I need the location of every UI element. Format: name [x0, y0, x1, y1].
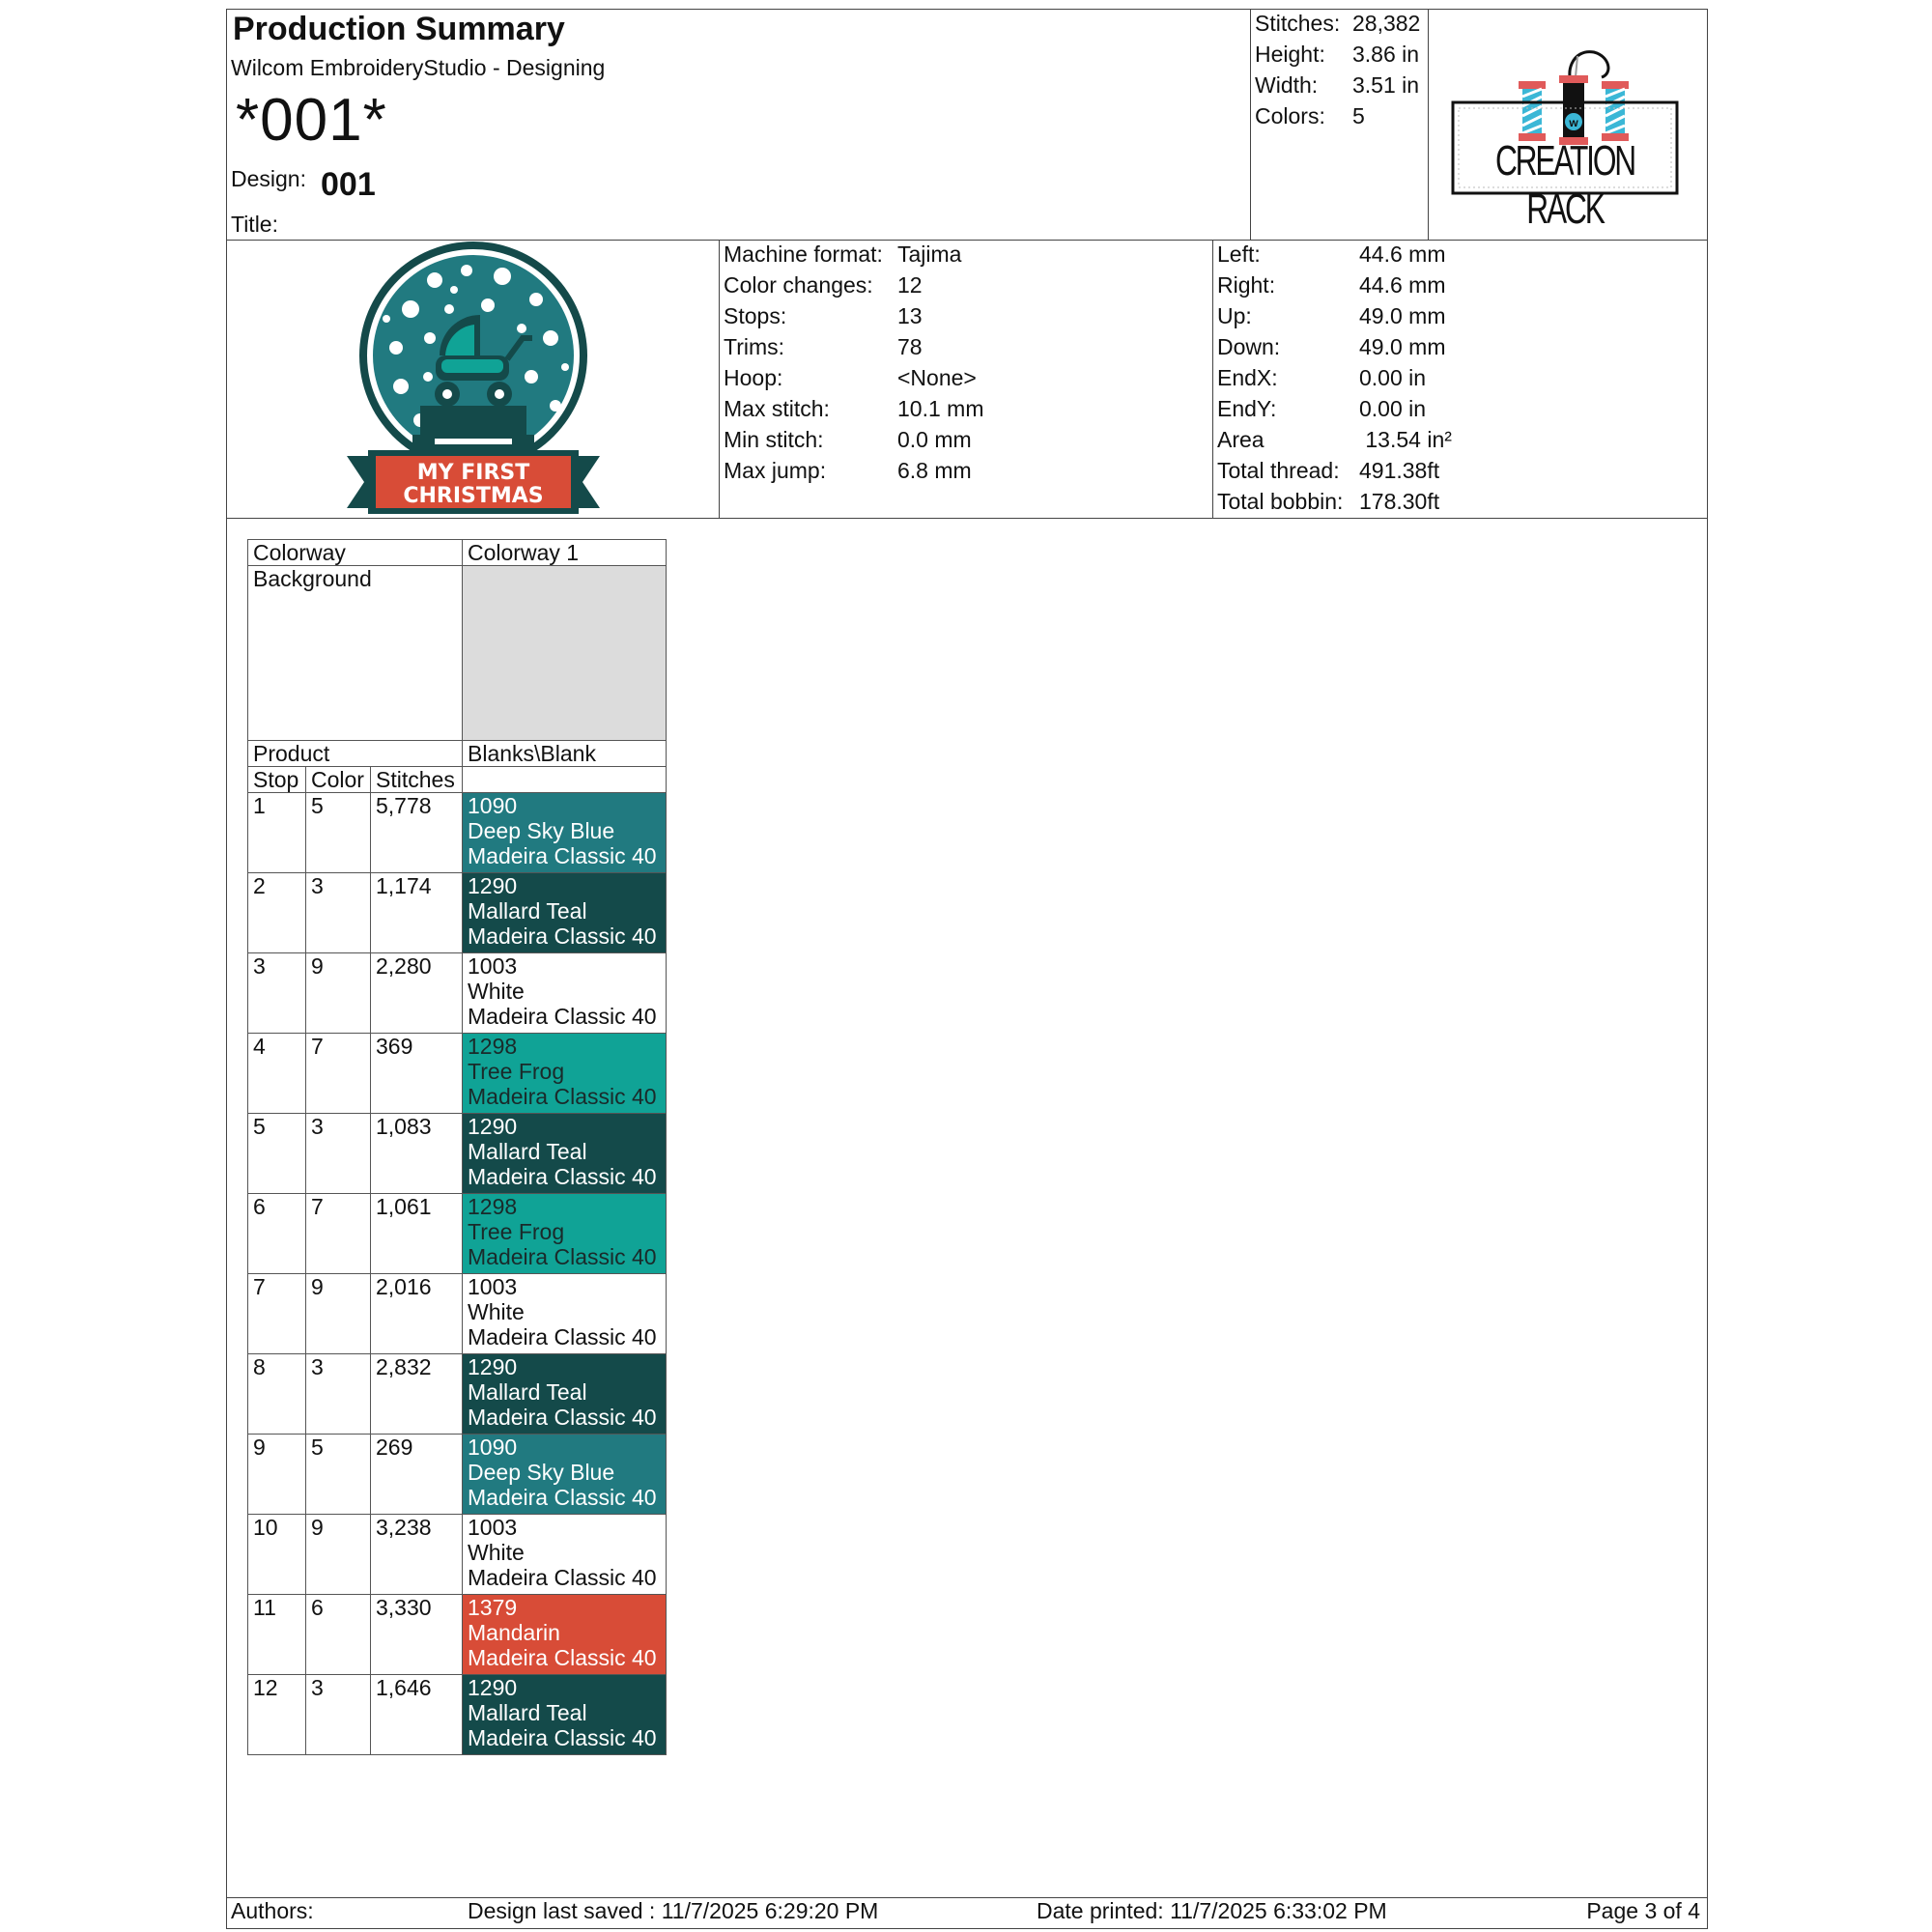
design-code: *001*: [236, 87, 387, 154]
extent-row: [1217, 362, 1452, 393]
thread-swatch: [463, 1435, 667, 1515]
stitches-cell: 2,280: [371, 953, 463, 1034]
thread-swatch: [463, 1675, 667, 1755]
thread-swatch: [463, 1274, 667, 1354]
summary-value: 3.86 in: [1352, 42, 1420, 67]
thread-brand: Madeira Classic 40: [468, 1565, 657, 1590]
machine-row: [724, 362, 983, 393]
thread-swatch: [463, 953, 667, 1034]
product-row: [248, 741, 667, 767]
thread-name: Mallard Teal: [468, 1379, 587, 1405]
design-label: Design:: [231, 166, 306, 191]
thread-name: Mallard Teal: [468, 1700, 587, 1725]
thread-code: 1290: [468, 873, 518, 898]
extent-label: EndY:: [1217, 396, 1277, 421]
product-value: Blanks\Blank: [463, 741, 667, 767]
col-header-color: Color: [306, 767, 371, 793]
stop-cell: 8: [248, 1354, 306, 1435]
design-banner-line2: CHRISTMAS: [403, 484, 544, 508]
thread-brand: Madeira Classic 40: [468, 1405, 657, 1430]
machine-label: Color changes:: [724, 272, 873, 298]
extent-value: 0.00 in: [1359, 396, 1427, 421]
machine-row: [724, 455, 983, 486]
machine-label: Stops:: [724, 303, 787, 328]
title-label: Title:: [231, 212, 278, 237]
color-cell: 5: [306, 793, 371, 873]
color-cell: 5: [306, 1435, 371, 1515]
stop-cell: 4: [248, 1034, 306, 1114]
machine-label: Min stitch:: [724, 427, 824, 452]
thread-code: 1290: [468, 1354, 518, 1379]
footer-saved: Design last saved : 11/7/2025 6:29:20 PM: [468, 1898, 879, 1923]
stop-cell: 7: [248, 1274, 306, 1354]
thread-code: 1090: [468, 793, 518, 818]
machine-row: [724, 300, 983, 331]
summary-list: [1255, 8, 1420, 131]
background-row: [248, 566, 667, 741]
col-header-thread: [463, 767, 667, 793]
table-row: [248, 1675, 667, 1755]
table-row: [248, 873, 667, 953]
stitches-cell: 369: [371, 1034, 463, 1114]
product-label: Product: [248, 741, 463, 767]
table-row: [248, 1194, 667, 1274]
summary-label: Height:: [1255, 42, 1325, 67]
summary-label: Stitches:: [1255, 11, 1341, 36]
stop-cell: 9: [248, 1435, 306, 1515]
summary-row: [1255, 8, 1420, 39]
colorway-value: Colorway 1: [463, 540, 667, 566]
machine-value: 6.8 mm: [897, 458, 972, 483]
page-title: Production Summary: [233, 11, 565, 47]
design-value: 001: [321, 166, 376, 203]
thread-code: 1003: [468, 1274, 518, 1299]
color-cell: 9: [306, 953, 371, 1034]
extent-label: Down:: [1217, 334, 1281, 359]
thread-swatch: [463, 1114, 667, 1194]
info-divider: [226, 518, 1708, 519]
app-subtitle: Wilcom EmbroideryStudio - Designing: [231, 55, 606, 80]
thread-name: White: [468, 1299, 525, 1324]
extents-info: [1217, 239, 1452, 517]
summary-row: [1255, 100, 1420, 131]
thread-swatch: [463, 1595, 667, 1675]
extent-value: 44.6 mm: [1359, 242, 1446, 267]
thread-swatch: [463, 1515, 667, 1595]
brand-logo-text: CREATION RACK: [1494, 137, 1635, 233]
thread-brand: Madeira Classic 40: [468, 843, 657, 868]
thread-name: Deep Sky Blue: [468, 1460, 615, 1485]
stop-cell: 10: [248, 1515, 306, 1595]
thread-brand: Madeira Classic 40: [468, 1324, 657, 1350]
machine-row: [724, 239, 983, 270]
color-cell: 7: [306, 1034, 371, 1114]
thread-code: 1090: [468, 1435, 518, 1460]
machine-label: Trims:: [724, 334, 785, 359]
summary-value: 28,382: [1352, 11, 1421, 36]
machine-value: 0.0 mm: [897, 427, 972, 452]
stitches-cell: 1,174: [371, 873, 463, 953]
color-cell: 3: [306, 873, 371, 953]
background-swatch: [463, 566, 667, 741]
extent-row: [1217, 486, 1452, 517]
extent-value: 49.0 mm: [1359, 334, 1446, 359]
summary-row: [1255, 70, 1420, 100]
color-cell: 7: [306, 1194, 371, 1274]
stop-cell: 3: [248, 953, 306, 1034]
table-row: [248, 1354, 667, 1435]
extent-label: Total thread:: [1217, 458, 1340, 483]
snow-globe-icon: [343, 242, 604, 516]
thread-brand: Madeira Classic 40: [468, 1164, 657, 1189]
extent-label: Total bobbin:: [1217, 489, 1344, 514]
extent-label: Right:: [1217, 272, 1276, 298]
thread-swatch: [463, 1034, 667, 1114]
table-row: [248, 1515, 667, 1595]
summary-label: Colors:: [1255, 103, 1325, 128]
extent-row: [1217, 393, 1452, 424]
thread-name: Tree Frog: [468, 1219, 565, 1244]
footer-divider: [226, 1897, 1708, 1898]
machine-row: [724, 393, 983, 424]
col-header-stitches: Stitches: [371, 767, 463, 793]
stitches-cell: 269: [371, 1435, 463, 1515]
color-cell: 9: [306, 1515, 371, 1595]
machine-value: 12: [897, 272, 923, 298]
colorway-row: [248, 540, 667, 566]
table-header-row: [248, 767, 667, 793]
thread-brand: Madeira Classic 40: [468, 1004, 657, 1029]
extent-value: 44.6 mm: [1359, 272, 1446, 298]
stop-cell: 6: [248, 1194, 306, 1274]
machine-value: Tajima: [897, 242, 962, 267]
footer-page: Page 3 of 4: [1586, 1898, 1700, 1923]
color-cell: 3: [306, 1114, 371, 1194]
extent-row: [1217, 239, 1452, 270]
extent-row: [1217, 331, 1452, 362]
brand-logo: [1449, 39, 1681, 233]
machine-label: Max jump:: [724, 458, 827, 483]
stitches-cell: 2,016: [371, 1274, 463, 1354]
extent-row: [1217, 455, 1452, 486]
machine-row: [724, 424, 983, 455]
machine-value: <None>: [897, 365, 977, 390]
summary-row: [1255, 39, 1420, 70]
extent-label: EndX:: [1217, 365, 1278, 390]
stitches-cell: 5,778: [371, 793, 463, 873]
stop-cell: 1: [248, 793, 306, 873]
color-cell: 6: [306, 1595, 371, 1675]
extent-label: Area: [1217, 427, 1264, 452]
stop-cell: 12: [248, 1675, 306, 1755]
stop-cell: 2: [248, 873, 306, 953]
stop-cell: 5: [248, 1114, 306, 1194]
color-cell: 3: [306, 1675, 371, 1755]
design-banner-line1: MY FIRST: [416, 461, 530, 485]
thread-swatch: [463, 1194, 667, 1274]
thread-code: 1003: [468, 1515, 518, 1540]
extent-row: [1217, 424, 1452, 455]
table-row: [248, 1034, 667, 1114]
footer-authors: Authors:: [231, 1898, 314, 1923]
thread-code: 1003: [468, 953, 518, 979]
extent-row: [1217, 300, 1452, 331]
thread-brand: Madeira Classic 40: [468, 923, 657, 949]
header-vdivider-2: [1428, 9, 1429, 241]
thread-name: Deep Sky Blue: [468, 818, 615, 843]
thread-code: 1290: [468, 1675, 518, 1700]
stitches-cell: 3,238: [371, 1515, 463, 1595]
thread-brand: Madeira Classic 40: [468, 1084, 657, 1109]
col-header-stop: Stop: [248, 767, 306, 793]
extent-value: 178.30ft: [1359, 489, 1440, 514]
machine-row: [724, 270, 983, 300]
thread-code: 1290: [468, 1114, 518, 1139]
thread-name: White: [468, 979, 525, 1004]
table-row: [248, 793, 667, 873]
thread-name: Mandarin: [468, 1620, 560, 1645]
machine-info: [724, 239, 983, 486]
colorway-table: [247, 539, 667, 1755]
stitches-cell: 1,646: [371, 1675, 463, 1755]
stitches-cell: 2,832: [371, 1354, 463, 1435]
table-row: [248, 1274, 667, 1354]
footer-printed: Date printed: 11/7/2025 6:33:02 PM: [1037, 1898, 1387, 1923]
extent-row: [1217, 270, 1452, 300]
colorway-label: Colorway: [248, 540, 463, 566]
extent-label: Left:: [1217, 242, 1261, 267]
summary-label: Width:: [1255, 72, 1319, 98]
machine-value: 10.1 mm: [897, 396, 984, 421]
table-row: [248, 1595, 667, 1675]
machine-row: [724, 331, 983, 362]
machine-label: Machine format:: [724, 242, 883, 267]
machine-value: 78: [897, 334, 923, 359]
design-preview: [343, 242, 604, 516]
thread-code: 1379: [468, 1595, 518, 1620]
thread-name: Tree Frog: [468, 1059, 565, 1084]
summary-value: 5: [1352, 103, 1365, 128]
info-vdivider-1: [719, 240, 720, 519]
header-vdivider-1: [1250, 9, 1251, 241]
extent-label: Up:: [1217, 303, 1252, 328]
thread-swatch: [463, 873, 667, 953]
table-row: [248, 1435, 667, 1515]
extent-value: 0.00 in: [1359, 365, 1427, 390]
color-cell: 3: [306, 1354, 371, 1435]
thread-swatch: [463, 1354, 667, 1435]
stop-cell: 11: [248, 1595, 306, 1675]
machine-value: 13: [897, 303, 923, 328]
machine-label: Hoop:: [724, 365, 783, 390]
info-vdivider-2: [1212, 240, 1213, 519]
stops-body: [248, 793, 667, 1755]
stitches-cell: 1,083: [371, 1114, 463, 1194]
thread-brand: Madeira Classic 40: [468, 1725, 657, 1750]
thread-name: Mallard Teal: [468, 1139, 587, 1164]
thread-brand: Madeira Classic 40: [468, 1485, 657, 1510]
thread-brand: Madeira Classic 40: [468, 1244, 657, 1269]
color-cell: 9: [306, 1274, 371, 1354]
extent-value: 49.0 mm: [1359, 303, 1446, 328]
extent-value: 491.38ft: [1359, 458, 1440, 483]
extent-value: 13.54 in²: [1359, 427, 1452, 452]
svg-text:w: w: [1569, 116, 1578, 129]
stitches-cell: 3,330: [371, 1595, 463, 1675]
thread-name: White: [468, 1540, 525, 1565]
machine-label: Max stitch:: [724, 396, 830, 421]
thread-swatch: [463, 793, 667, 873]
table-row: [248, 953, 667, 1034]
thread-code: 1298: [468, 1194, 518, 1219]
table-row: [248, 1114, 667, 1194]
thread-code: 1298: [468, 1034, 518, 1059]
summary-value: 3.51 in: [1352, 72, 1420, 98]
thread-brand: Madeira Classic 40: [468, 1645, 657, 1670]
stitches-cell: 1,061: [371, 1194, 463, 1274]
background-label: Background: [248, 566, 463, 741]
thread-name: Mallard Teal: [468, 898, 587, 923]
